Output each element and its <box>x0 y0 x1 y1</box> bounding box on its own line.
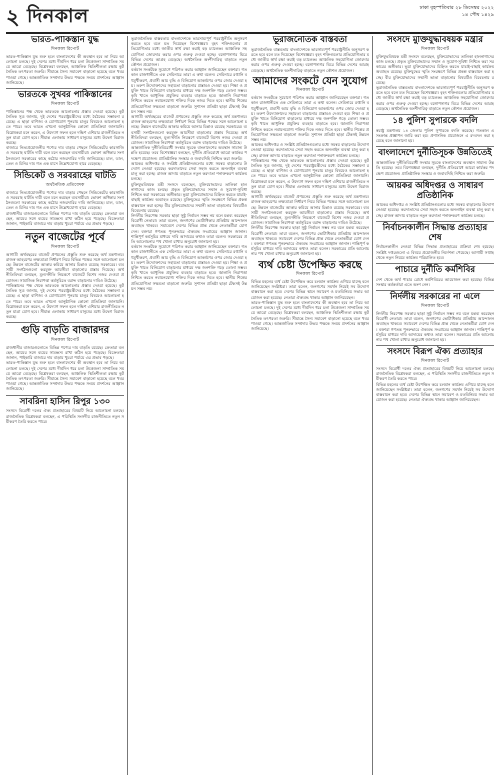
headline-15: পাচারে দুর্নীতি কর্মশিবির <box>394 265 476 276</box>
column-2-text-f: মুক্তিযুদ্ধবিষয়ক মন্ত্রী সংসদে বলেছেন, মুক্তিযোদ্ধাদের তালিকা হালনাগাদের কাজ চলছে। প্রকৃত মুক্তিযোদ্ধাদের সম্মান ও সুযোগ-সুবিধা নিশ্চিত করা সরকারের অঙ্গীকার। ভুয়া মুক্তিযোদ্ধাদের চিহ্নিত করতে যাচাই-বাছাই কার্যক্রম অব্যাহত রয়েছে। মুক্তিযুদ্ধের স্মৃতি সংরক্ষণে বিভিন্ন প্রকল্প বাস্তবায়ন করা হচ্ছে। বীর মুক্তিযোদ্ধাদের সম্মানী ভাতা বাড়ানোর বিষয়টিও বিবেচনায় রয়েছে। <box>131 181 247 213</box>
divider <box>376 179 494 180</box>
column-2-text-d: আন্তর্জাতিক দুর্নীতিবিরোধী সংস্থার সূচকে বাংলাদেশের অবস্থান সামান্য উন্নতি হয়েছে। তবে বিশেষজ্ঞরা বলছেন, দুর্নীতি প্রতিরোধে আরো কার্যকর পদক্ষেপ প্রয়োজন। প্রাতিষ্ঠানিক সংস্কার ও জবাবদিহি নিশ্চিত করা জরুরি। <box>131 145 247 161</box>
story-3-text-cont: রাজধানীর বাজারগুলোতে বিভিন্ন পণ্যের দাম বাড়তি রয়েছে। ক্রেতারা বলছেন, আয়ের সঙ্গে ব্যয়ের সামঞ্জস্য রাখা কঠিন হয়ে পড়েছে। বিক্রেতারা জানান, পাইকারি বাজারে দাম বাড়ায় খুচরা পর্যায়ে এর প্রভাব পড়ছে। <box>6 210 124 226</box>
column-rule <box>372 36 373 775</box>
headline-11: ১৪ পুলিশ সুপারকে বদলি <box>392 116 478 126</box>
story-5 <box>6 325 124 391</box>
byline-7: দিনকাল রিপোর্ট <box>296 272 324 278</box>
column-3-text-g: বিভিন্ন মহলের ব্যর্থ চেষ্টা উপেক্ষিত করে চলমান কার্যক্রম এগিয়ে যাচ্ছে বলে জানিয়েছেন সংশ্লিষ্টরা। তারা বলেন, জনগণের সমর্থন নিয়েই সব উদ্যোগ বাস্তবায়ন করা হবে। দেশের বিভিন্ন স্থানে সমাবেশ ও মতবিনিময় সভার আয়োজন করা হয়েছে। নেতারা ঐক্যবদ্ধ থাকার আহ্বান জানিয়েছেন। <box>251 279 369 300</box>
story-1 <box>6 36 124 85</box>
story-5-text-cont: ভারত-পাকিস্তান যুদ্ধ শুরু হলে বাংলাদেশের কী অবস্থান হবে তা নিয়ে আলোচনা চলছে। দুই দেশের মধ্যে দীর্ঘদিন ধরে চলা উত্তেজনা সাম্প্রতিক সময়ে আরো বেড়েছে। বিশ্লেষকরা বলছেন, আঞ্চলিক স্থিতিশীলতা রক্ষায় কূটনৈতিক তৎপরতা জরুরি। সীমান্তে সৈন্য সমাবেশ বাড়ানো হয়েছে বলে খবর পাওয়া গেছে। আন্তর্জাতিক সম্প্রদায় উভয় পক্ষকে সংযম প্রদর্শনের আহ্বান জানিয়েছে। <box>6 360 124 392</box>
column-2-text-a: ভূরাজনৈতিক বাস্তবতায় বাংলাদেশকে ভারসাম্যপূর্ণ পররাষ্ট্রনীতি অনুসরণ করতে হবে বলে মত দিয়েছেন বিশেষজ্ঞরা। বৃহৎ শক্তিগুলোর প্রতিযোগিতার মধ্যে জাতীয় স্বার্থ রক্ষা করাই বড় চ্যালেঞ্জ। আঞ্চলিক সহযোগিতা জোরদার করার ওপর গুরুত্ব দেওয়া হচ্ছে। বঙ্গোপসাগর ঘিরে বিভিন্ন দেশের আগ্রহ বেড়েছে। অর্থনৈতিক অংশীদারিত্ব বাড়াতে নতুন কৌশল প্রয়োজন। <box>131 36 247 68</box>
date-line-2: ১৪ পৌষ ১৪২৯ <box>461 12 494 18</box>
byline-8: দিনকাল রিপোর্ট <box>421 46 449 52</box>
story-2-text: পাকিস্তানের পক্ষ থেকে ভারতকে আলোচনার প্রস্তাব দেওয়া হয়েছে। কূটনৈতিক সূত্র জানায়, দুই দেশের পররাষ্ট্রমন্ত্রীদের মধ্যে বৈঠকের সম্ভাবনা রয়েছে। এ ছাড়া বাণিজ্য ও যোগাযোগ পুনরায় চালুর বিষয়েও আলোচনা হতে পারে। তবে ভারত এখনো আনুষ্ঠানিক কোনো প্রতিক্রিয়া জানায়নি। বিশ্লেষকরা মনে করেন, এ উদ্যোগ সফল হলে দক্ষিণ এশিয়ার রাজনীতিতে নতুন মাত্রা যোগ হবে। সীমান্ত এলাকায় সাধারণ মানুষের মধ্যে উদ্বেগ বিরাজ করছে। <box>6 108 124 145</box>
byline-9: দিনকাল রিপোর্ট <box>421 303 449 309</box>
divider <box>6 395 124 396</box>
story-13-text: আয়কর অধিদপ্তর ও সংশ্লিষ্ট প্রতিষ্ঠানগুলোর মধ্যে সমন্বয় বাড়ানোর উদ্যোগ নেওয়া হয়েছে। করদাতাদের সেবা সহজ করতে অনলাইন ব্যবস্থা চালু করা হচ্ছে। রাজস্ব আদায় বাড়াতে নতুন করদাতা শনাক্তকরণ কার্যক্রম চলছে। <box>376 202 494 218</box>
story-12 <box>376 149 494 175</box>
headline-4: নতুন বাজেটের পূর্বে <box>25 232 105 244</box>
column-3 <box>251 36 369 775</box>
headline-7: ভূরাজনৈতিক বাস্তবতা <box>272 36 348 45</box>
byline-3: অর্থনৈতিক প্রতিবেদক <box>45 182 85 188</box>
divider <box>376 114 494 115</box>
story-11 <box>376 117 494 143</box>
story-10-text: মুক্তিযুদ্ধবিষয়ক মন্ত্রী সংসদে বলেছেন, মুক্তিযোদ্ধাদের তালিকা হালনাগাদের কাজ চলছে। প্রকৃত মুক্তিযোদ্ধাদের সম্মান ও সুযোগ-সুবিধা নিশ্চিত করা সরকারের অঙ্গীকার। ভুয়া মুক্তিযোদ্ধাদের চিহ্নিত করতে যাচাই-বাছাই কার্যক্রম অব্যাহত রয়েছে। মুক্তিযুদ্ধের স্মৃতি সংরক্ষণে বিভিন্ন প্রকল্প বাস্তবায়ন করা হচ্ছে। বীর মুক্তিযোদ্ধাদের সম্মানী ভাতা বাড়ানোর বিষয়টিও বিবেচনায় রয়েছে। <box>376 53 494 85</box>
column-3-text-h: ভারত-পাকিস্তান যুদ্ধ শুরু হলে বাংলাদেশের কী অবস্থান হবে তা নিয়ে আলোচনা চলছে। দুই দেশের মধ্যে দীর্ঘদিন ধরে চলা উত্তেজনা সাম্প্রতিক সময়ে আরো বেড়েছে। বিশ্লেষকরা বলছেন, আঞ্চলিক স্থিতিশীলতা রক্ষায় কূটনৈতিক তৎপরতা জরুরি। সীমান্তে সৈন্য সমাবেশ বাড়ানো হয়েছে বলে খবর পাওয়া গেছে। আন্তর্জাতিক সম্প্রদায় উভয় পক্ষকে সংযম প্রদর্শনের আহ্বান জানিয়েছে। <box>251 299 369 331</box>
divider <box>6 229 124 230</box>
story-14-text: নির্বাচনকালীন নেওয়া বিভিন্ন সিদ্ধান্ত প্রত্যাহারের প্রক্রিয়া শেষ হয়েছে। সংশ্লিষ্ট দপ্তরগুলো এ বিষয়ে প্রয়োজনীয় নির্দেশনা পেয়েছে। আগামী সপ্তাহ থেকে নতুন নিয়মে কার্যক্রম পরিচালিত হবে। <box>376 244 494 260</box>
story-6 <box>6 398 124 424</box>
story-14 <box>376 224 494 260</box>
story-2 <box>6 91 124 166</box>
story-12-text: আন্তর্জাতিক দুর্নীতিবিরোধী সংস্থার সূচকে বাংলাদেশের অবস্থান সামান্য উন্নতি হয়েছে। তবে বিশেষজ্ঞরা বলছেন, দুর্নীতি প্রতিরোধে আরো কার্যকর পদক্ষেপ প্রয়োজন। প্রাতিষ্ঠানিক সংস্কার ও জবাবদিহি নিশ্চিত করা জরুরি। <box>376 160 494 176</box>
column-2-text-e: আয়কর অধিদপ্তর ও সংশ্লিষ্ট প্রতিষ্ঠানগুলোর মধ্যে সমন্বয় বাড়ানোর উদ্যোগ নেওয়া হয়েছে। করদাতাদের সেবা সহজ করতে অনলাইন ব্যবস্থা চালু করা হচ্ছে। রাজস্ব আদায় বাড়াতে নতুন করদাতা শনাক্তকরণ কার্যক্রম চলছে। <box>131 160 247 182</box>
headline-3: সিন্ডিকেট ও সরবরাহের ঘাটতি <box>13 170 117 181</box>
middle-columns <box>131 36 369 775</box>
column-3-text-b: বর্তমান সংকটকে সুযোগে পরিণত করার আহ্বান জানিয়েছেন বক্তারা। গতকাল রাজধানীতে এক সেমিনারে তারা এ কথা বলেন। সেমিনারে রপ্তানি বহুমুখীকরণ, প্রবাসী আয় বৃদ্ধি ও বিনিয়োগ আকর্ষণের ওপর জোর দেওয়া হয়। তরুণ উদ্যোক্তাদের সহায়তা বাড়ানোর প্রস্তাবও দেওয়া হয়। শিক্ষা ও প্রযুক্তি খাতে বিনিয়োগ বাড়ানোর মাধ্যমে দক্ষ জনশক্তি গড়ে তোলা সম্ভব। কৃষি খাতে আধুনিক প্রযুক্তির ব্যবহার বাড়াতে হবে। জ্বালানি নিরাপত্তা নিশ্চিত করতে নবায়নযোগ্য শক্তির দিকে নজর দিতে হবে। স্থানীয় শিল্পের প্রতিযোগিতা সক্ষমতা বাড়ানো জরুরি। সুশাসন প্রতিষ্ঠা ছাড়া টেকসই উন্নয়ন সম্ভব নয়। <box>251 95 369 142</box>
story-5-text: রাজধানীর বাজারগুলোতে বিভিন্ন পণ্যের দাম বাড়তি রয়েছে। ক্রেতারা বলছেন, আয়ের সঙ্গে ব্যয়ের সামঞ্জস্য রাখা কঠিন হয়ে পড়েছে। বিক্রেতারা জানান, পাইকারি বাজারে দাম বাড়ায় খুচরা পর্যায়ে এর প্রভাব পড়ছে। <box>6 344 124 361</box>
divider <box>376 221 494 222</box>
divider <box>6 322 124 323</box>
masthead <box>6 4 494 34</box>
divider <box>376 263 494 264</box>
headline-17: সংসদে বিরূপ ঐক্য প্রত্যাহার <box>387 347 483 358</box>
story-11-text: স্বরাষ্ট্র মন্ত্রণালয় ১৪ জেলার পুলিশ সুপারকে বদলি করেছে। গতকাল এ সংক্রান্ত প্রজ্ঞাপন জারি করা হয়। প্রশাসনিক প্রয়োজনে এ রদবদল করা হয়েছে বলে জানানো হয়। <box>376 127 494 144</box>
column-2-text-b: বর্তমান সংকটকে সুযোগে পরিণত করার আহ্বান জানিয়েছেন বক্তারা। গতকাল রাজধানীতে এক সেমিনারে তারা এ কথা বলেন। সেমিনারে রপ্তানি বহুমুখীকরণ, প্রবাসী আয় বৃদ্ধি ও বিনিয়োগ আকর্ষণের ওপর জোর দেওয়া হয়। তরুণ উদ্যোক্তাদের সহায়তা বাড়ানোর প্রস্তাবও দেওয়া হয়। শিক্ষা ও প্রযুক্তি খাতে বিনিয়োগ বাড়ানোর মাধ্যমে দক্ষ জনশক্তি গড়ে তোলা সম্ভব। কৃষি খাতে আধুনিক প্রযুক্তির ব্যবহার বাড়াতে হবে। জ্বালানি নিরাপত্তা নিশ্চিত করতে নবায়নযোগ্য শক্তির দিকে নজর দিতে হবে। স্থানীয় শিল্পের প্রতিযোগিতা সক্ষমতা বাড়ানো জরুরি। সুশাসন প্রতিষ্ঠা ছাড়া টেকসই উন্নয়ন সম্ভব নয়। <box>131 67 247 114</box>
byline-6: দিনকাল রিপোর্ট <box>296 88 324 94</box>
column-2-text-g: নির্দলীয় নিরপেক্ষ সরকার ছাড়া সুষ্ঠু নির্বাচন সম্ভব নয় বলে মন্তব্য করেছেন বিরোধী নেতারা। তারা বলেন, জনগণের ভোটাধিকার প্রতিষ্ঠায় আন্দোলন অব্যাহত থাকবে। সমাবেশে দেশের বিভিন্ন প্রান্ত থেকে নেতাকর্মীরা যোগ দেন। বক্তারা গণতন্ত্র পুনরুদ্ধারে ঐক্যবদ্ধ সংগ্রামের আহ্বান জানান। শান্তিপূর্ণ কর্মসূচির মাধ্যমে দাবি আদায়ের কথাও তারা বলেন। সরকারের প্রতি আলোচনার পথ খোলা রাখার অনুরোধ জানানো হয়। <box>131 212 247 244</box>
byline-2: দিনকাল রিপোর্ট <box>51 101 79 107</box>
story-4-text: আগামী অর্থবছরের বাজেট প্রণয়নের প্রস্তুতি শুরু করেছে অর্থ মন্ত্রণালয়। রাজস্ব আহরণের লক্ষ্যমাত্রা নির্ধারণ নিয়ে বিভিন্ন পক্ষের সঙ্গে আলোচনা চলছে। উন্নয়ন বাজেটের আকার কমিয়ে আনার চিন্তাও রয়েছে সরকারের। ব্যবসায়ী সংগঠনগুলো করমুক্ত আয়সীমা বাড়ানোর প্রস্তাব দিয়েছে। অর্থনীতিবিদরা বলছেন, মূল্যস্ফীতি নিয়ন্ত্রণে বাজেটে বিশেষ নজর দেওয়া প্রয়োজন। সামাজিক নিরাপত্তা কর্মসূচিতে বরাদ্দ বাড়ানোর দাবিও উঠেছে। <box>6 251 124 283</box>
headline-9: ব্যর্থ চেষ্টা উপেক্ষিত করছে <box>258 259 362 271</box>
headline-8: আমাদের সংকটে যেন সুযোগ <box>252 75 368 87</box>
date-line <box>334 5 494 19</box>
story-15 <box>376 266 494 287</box>
byline-1: দিনকাল রিপোর্ট <box>51 46 79 52</box>
column-rule <box>127 36 128 775</box>
story-3-text: বাজারে নিত্যপ্রয়োজনীয় পণ্যের দাম বাড়ার পেছনে সিন্ডিকেটের কারসাজি ও সরবরাহ ঘাটতি দায়ী বলে মনে করছেন ব্যবসায়ীরা। ভোক্তা অধিকার সংগঠনগুলো সরকারের কাছে কঠোর নজরদারির দাবি জানিয়েছে। চাল, ডাল, তেল ও চিনির দাম গত এক মাসে উল্লেখযোগ্য হারে বেড়েছে। <box>6 189 124 211</box>
story-16 <box>376 293 494 342</box>
story-10-text-cont: ভূরাজনৈতিক বাস্তবতায় বাংলাদেশকে ভারসাম্যপূর্ণ পররাষ্ট্রনীতি অনুসরণ করতে হবে বলে মত দিয়েছেন বিশেষজ্ঞরা। বৃহৎ শক্তিগুলোর প্রতিযোগিতার মধ্যে জাতীয় স্বার্থ রক্ষা করাই বড় চ্যালেঞ্জ। আঞ্চলিক সহযোগিতা জোরদার করার ওপর গুরুত্ব দেওয়া হচ্ছে। বঙ্গোপসাগর ঘিরে বিভিন্ন দেশের আগ্রহ বেড়েছে। অর্থনৈতিক অংশীদারিত্ব বাড়াতে নতুন কৌশল প্রয়োজন। <box>376 84 494 111</box>
headline-1: ভারত-পাকিস্তান যুদ্ধ <box>31 36 99 45</box>
story-4 <box>6 232 124 319</box>
divider <box>6 169 124 170</box>
headline-10: সংসদে মুক্তিযুদ্ধবিষয়ক মন্ত্রীর <box>387 36 483 45</box>
story-4-text-cont: পাকিস্তানের পক্ষ থেকে ভারতকে আলোচনার প্রস্তাব দেওয়া হয়েছে। কূটনৈতিক সূত্র জানায়, দুই দেশের পররাষ্ট্রমন্ত্রীদের মধ্যে বৈঠকের সম্ভাবনা রয়েছে। এ ছাড়া বাণিজ্য ও যোগাযোগ পুনরায় চালুর বিষয়েও আলোচনা হতে পারে। তবে ভারত এখনো আনুষ্ঠানিক কোনো প্রতিক্রিয়া জানায়নি। বিশ্লেষকরা মনে করেন, এ উদ্যোগ সফল হলে দক্ষিণ এশিয়ার রাজনীতিতে নতুন মাত্রা যোগ হবে। সীমান্ত এলাকায় সাধারণ মানুষের মধ্যে উদ্বেগ বিরাজ করছে। <box>6 282 124 320</box>
story-15-text: দেশ থেকে অর্থ পাচার রোধে কর্মশিবিরের আয়োজন করা হয়েছে। বিভিন্ন সংস্থার কর্মকর্তারা এতে অংশ নেন। <box>376 276 494 287</box>
story-13 <box>376 182 494 218</box>
column-2 <box>131 36 247 775</box>
byline-4: দিনকাল রিপোর্ট <box>51 244 79 250</box>
headline-5: গুড়ি বাড়তি বাজারদর <box>20 325 110 337</box>
column-3-text-f: নির্দলীয় নিরপেক্ষ সরকার ছাড়া সুষ্ঠু নির্বাচন সম্ভব নয় বলে মন্তব্য করেছেন বিরোধী নেতারা। তারা বলেন, জনগণের ভোটাধিকার প্রতিষ্ঠায় আন্দোলন অব্যাহত থাকবে। সমাবেশে দেশের বিভিন্ন প্রান্ত থেকে নেতাকর্মীরা যোগ দেন। বক্তারা গণতন্ত্র পুনরুদ্ধারে ঐক্যবদ্ধ সংগ্রামের আহ্বান জানান। শান্তিপূর্ণ কর্মসূচির মাধ্যমে দাবি আদায়ের কথাও তারা বলেন। সরকারের প্রতি আলোচনার পথ খোলা রাখার অনুরোধ জানানো হয়। <box>251 225 369 257</box>
headline-14: নির্বাচনকালীন সিদ্ধান্ত প্রত্যাহার শেষ <box>382 222 488 243</box>
column-3-text-c: আয়কর অধিদপ্তর ও সংশ্লিষ্ট প্রতিষ্ঠানগুলোর মধ্যে সমন্বয় বাড়ানোর উদ্যোগ নেওয়া হয়েছে। করদাতাদের সেবা সহজ করতে অনলাইন ব্যবস্থা চালু করা হচ্ছে। রাজস্ব আদায় বাড়াতে নতুন করদাতা শনাক্তকরণ কার্যক্রম চলছে। <box>251 142 369 158</box>
paper-name: দিনকাল <box>27 5 89 27</box>
headline-12: বাংলাদেশে দুর্নীতিসূচক উন্নতিতেই <box>378 148 492 159</box>
column-3-text-e: আগামী অর্থবছরের বাজেট প্রণয়নের প্রস্তুতি শুরু করেছে অর্থ মন্ত্রণালয়। রাজস্ব আহরণের লক্ষ্যমাত্রা নির্ধারণ নিয়ে বিভিন্ন পক্ষের সঙ্গে আলোচনা চলছে। উন্নয়ন বাজেটের আকার কমিয়ে আনার চিন্তাও রয়েছে সরকারের। ব্যবসায়ী সংগঠনগুলো করমুক্ত আয়সীমা বাড়ানোর প্রস্তাব দিয়েছে। অর্থনীতিবিদরা বলছেন, মূল্যস্ফীতি নিয়ন্ত্রণে বাজেটে বিশেষ নজর দেওয়া প্রয়োজন। সামাজিক নিরাপত্তা কর্মসূচিতে বরাদ্দ বাড়ানোর দাবিও উঠেছে। <box>251 194 369 226</box>
date-line-1: ঢাকা বৃহস্পতিবার ২৮ ডিসেম্বর ২০২২ <box>419 5 494 11</box>
story-17 <box>376 348 494 402</box>
byline-5: দিনকাল রিপোর্ট <box>51 337 79 343</box>
story-16-text: নির্দলীয় নিরপেক্ষ সরকার ছাড়া সুষ্ঠু নির্বাচন সম্ভব নয় বলে মন্তব্য করেছেন বিরোধী নেতারা। তারা বলেন, জনগণের ভোটাধিকার প্রতিষ্ঠায় আন্দোলন অব্যাহত থাকবে। সমাবেশে দেশের বিভিন্ন প্রান্ত থেকে নেতাকর্মীরা যোগ দেন। বক্তারা গণতন্ত্র পুনরুদ্ধারে ঐক্যবদ্ধ সংগ্রামের আহ্বান জানান। শান্তিপূর্ণ কর্মসূচির মাধ্যমে দাবি আদায়ের কথাও তারা বলেন। সরকারের প্রতি আলোচনার পথ খোলা রাখার অনুরোধ জানানো হয়। <box>376 310 494 342</box>
column-2-text-h: বর্তমান সংকটকে সুযোগে পরিণত করার আহ্বান জানিয়েছেন বক্তারা। গতকাল রাজধানীতে এক সেমিনারে তারা এ কথা বলেন। সেমিনারে রপ্তানি বহুমুখীকরণ, প্রবাসী আয় বৃদ্ধি ও বিনিয়োগ আকর্ষণের ওপর জোর দেওয়া হয়। তরুণ উদ্যোক্তাদের সহায়তা বাড়ানোর প্রস্তাবও দেওয়া হয়। শিক্ষা ও প্রযুক্তি খাতে বিনিয়োগ বাড়ানোর মাধ্যমে দক্ষ জনশক্তি গড়ে তোলা সম্ভব। কৃষি খাতে আধুনিক প্রযুক্তির ব্যবহার বাড়াতে হবে। জ্বালানি নিরাপত্তা নিশ্চিত করতে নবায়নযোগ্য শক্তির দিকে নজর দিতে হবে। স্থানীয় শিল্পের প্রতিযোগিতা সক্ষমতা বাড়ানো জরুরি। সুশাসন প্রতিষ্ঠা ছাড়া টেকসই উন্নয়ন সম্ভব নয়। <box>131 244 247 291</box>
headline-6: সাবরিনা হাসিন রিপুর ১৩০ <box>19 396 111 407</box>
headline-13: আয়কর অধিদপ্তর ও সাধারণ প্রতিষ্ঠানিক <box>386 180 484 201</box>
story-2-text-cont: বাজারে নিত্যপ্রয়োজনীয় পণ্যের দাম বাড়ার পেছনে সিন্ডিকেটের কারসাজি ও সরবরাহ ঘাটতি দায়ী বলে মনে করছেন ব্যবসায়ীরা। ভোক্তা অধিকার সংগঠনগুলো সরকারের কাছে কঠোর নজরদারির দাবি জানিয়েছে। চাল, ডাল, তেল ও চিনির দাম গত এক মাসে উল্লেখযোগ্য হারে বেড়েছে। <box>6 145 124 166</box>
story-10 <box>376 36 494 111</box>
column-3-text-d: পাকিস্তানের পক্ষ থেকে ভারতকে আলোচনার প্রস্তাব দেওয়া হয়েছে। কূটনৈতিক সূত্র জানায়, দুই দেশের পররাষ্ট্রমন্ত্রীদের মধ্যে বৈঠকের সম্ভাবনা রয়েছে। এ ছাড়া বাণিজ্য ও যোগাযোগ পুনরায় চালুর বিষয়েও আলোচনা হতে পারে। তবে ভারত এখনো আনুষ্ঠানিক কোনো প্রতিক্রিয়া জানায়নি। বিশ্লেষকরা মনে করেন, এ উদ্যোগ সফল হলে দক্ষিণ এশিয়ার রাজনীতিতে নতুন মাত্রা যোগ হবে। সীমান্ত এলাকায় সাধারণ মানুষের মধ্যে উদ্বেগ বিরাজ করছে। <box>251 157 369 194</box>
byline-10: দিনকাল রিপোর্ট <box>421 358 449 364</box>
page-number: ২ <box>6 4 20 29</box>
column-4 <box>376 36 494 775</box>
columns <box>6 36 494 775</box>
headline-16: নির্দলীয় সরকারের না এলে <box>390 292 480 303</box>
story-17-text-cont: বিভিন্ন মহলের ব্যর্থ চেষ্টা উপেক্ষিত করে চলমান কার্যক্রম এগিয়ে যাচ্ছে বলে জানিয়েছেন সংশ্লিষ্টরা। তারা বলেন, জনগণের সমর্থন নিয়েই সব উদ্যোগ বাস্তবায়ন করা হবে। দেশের বিভিন্ন স্থানে সমাবেশ ও মতবিনিময় সভার আয়োজন করা হয়েছে। নেতারা ঐক্যবদ্ধ থাকার আহ্বান জানিয়েছেন। <box>376 381 494 403</box>
story-6-text: সংসদে বিরোধী দলের ঐক্য প্রত্যাহারের বিষয়টি নিয়ে আলোচনা চলছে। রাজনৈতিক বিশ্লেষকরা বলছেন, এ পরিস্থিতি সংসদীয় রাজনীতিতে নতুন সমীকরণ তৈরি করতে পারে। <box>6 408 124 424</box>
divider <box>6 88 124 89</box>
column-3-text-a: ভূরাজনৈতিক বাস্তবতায় বাংলাদেশকে ভারসাম্যপূর্ণ পররাষ্ট্রনীতি অনুসরণ করতে হবে বলে মত দিয়েছেন বিশেষজ্ঞরা। বৃহৎ শক্তিগুলোর প্রতিযোগিতার মধ্যে জাতীয় স্বার্থ রক্ষা করাই বড় চ্যালেঞ্জ। আঞ্চলিক সহযোগিতা জোরদার করার ওপর গুরুত্ব দেওয়া হচ্ছে। বঙ্গোপসাগর ঘিরে বিভিন্ন দেশের আগ্রহ বেড়েছে। অর্থনৈতিক অংশীদারিত্ব বাড়াতে নতুন কৌশল প্রয়োজন। <box>251 46 369 73</box>
headline-2: ভারতকে সুখবর পাকিস্তানের <box>17 89 113 100</box>
story-1-text: ভারত-পাকিস্তান যুদ্ধ শুরু হলে বাংলাদেশের কী অবস্থান হবে তা নিয়ে আলোচনা চলছে। দুই দেশের মধ্যে দীর্ঘদিন ধরে চলা উত্তেজনা সাম্প্রতিক সময়ে আরো বেড়েছে। বিশ্লেষকরা বলছেন, আঞ্চলিক স্থিতিশীলতা রক্ষায় কূটনৈতিক তৎপরতা জরুরি। সীমান্তে সৈন্য সমাবেশ বাড়ানো হয়েছে বলে খবর পাওয়া গেছে। আন্তর্জাতিক সম্প্রদায় উভয় পক্ষকে সংযম প্রদর্শনের আহ্বান জানিয়েছে। <box>6 53 124 85</box>
story-17-text: সংসদে বিরোধী দলের ঐক্য প্রত্যাহারের বিষয়টি নিয়ে আলোচনা চলছে। রাজনৈতিক বিশ্লেষকরা বলছেন, এ পরিস্থিতি সংসদীয় রাজনীতিতে নতুন সমীকরণ তৈরি করতে পারে। <box>376 365 494 382</box>
column-1 <box>6 36 124 775</box>
column-2-text-c: আগামী অর্থবছরের বাজেট প্রণয়নের প্রস্তুতি শুরু করেছে অর্থ মন্ত্রণালয়। রাজস্ব আহরণের লক্ষ্যমাত্রা নির্ধারণ নিয়ে বিভিন্ন পক্ষের সঙ্গে আলোচনা চলছে। উন্নয়ন বাজেটের আকার কমিয়ে আনার চিন্তাও রয়েছে সরকারের। ব্যবসায়ী সংগঠনগুলো করমুক্ত আয়সীমা বাড়ানোর প্রস্তাব দিয়েছে। অর্থনীতিবিদরা বলছেন, মূল্যস্ফীতি নিয়ন্ত্রণে বাজেটে বিশেষ নজর দেওয়া প্রয়োজন। সামাজিক নিরাপত্তা কর্মসূচিতে বরাদ্দ বাড়ানোর দাবিও উঠেছে। <box>131 114 247 146</box>
story-3 <box>6 172 124 226</box>
